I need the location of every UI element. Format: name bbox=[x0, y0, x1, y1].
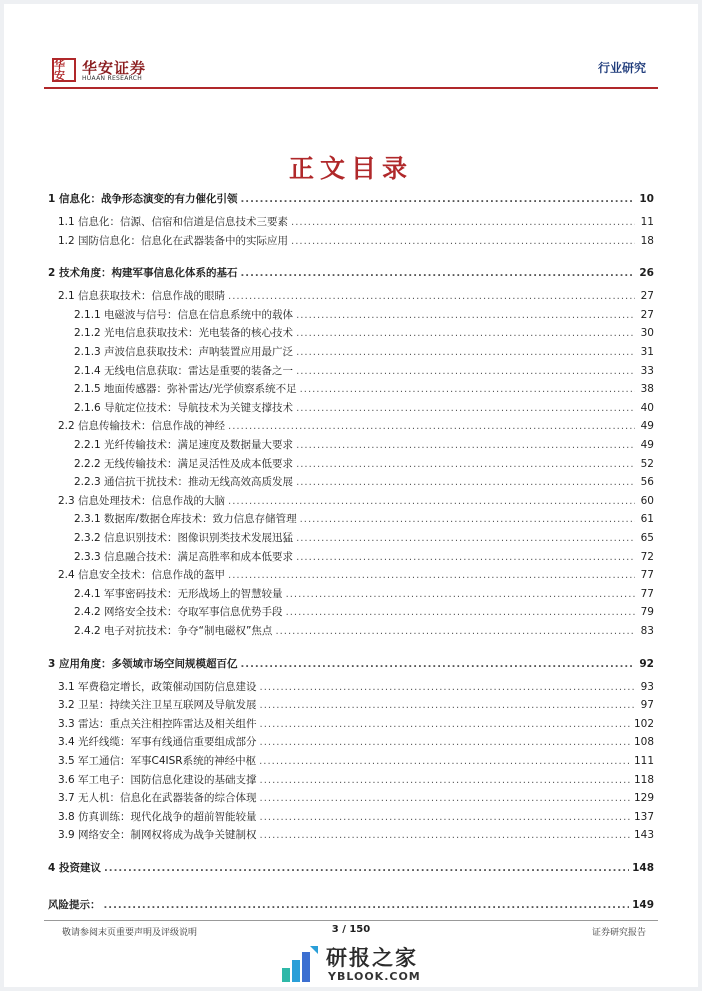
toc-entry-title: 3.8 仿真训练：现代化战争的超前智能较量 bbox=[58, 810, 257, 823]
toc-entry-title: 3.9 网络安全：制网权将成为战争关键制权 bbox=[58, 829, 257, 842]
toc-entry-page: 118 bbox=[633, 773, 654, 786]
toc-dot-leader bbox=[291, 217, 635, 228]
toc-entry[interactable] bbox=[48, 734, 654, 752]
toc-dot-leader bbox=[260, 830, 631, 841]
toc-entry-title: 2 技术角度：构建军事信息化体系的基石 bbox=[48, 267, 238, 280]
toc-entry-page: 38 bbox=[640, 383, 654, 396]
toc-entry[interactable] bbox=[48, 493, 654, 511]
toc-dot-leader bbox=[260, 700, 635, 711]
toc-dot-leader bbox=[228, 570, 635, 581]
toc-entry-title: 2.3 信息处理技术：信息作战的大脑 bbox=[58, 494, 226, 507]
toc-entry-title: 2.4.2 电子对抗技术：争夺“制电磁权”焦点 bbox=[74, 625, 273, 637]
toc-entry-page: 49 bbox=[640, 420, 654, 433]
toc-entry-title: 2.3.1 数据库/数据仓库技术：致力信息存储管理 bbox=[74, 513, 297, 526]
toc-entry[interactable] bbox=[48, 530, 654, 548]
toc-dot-leader bbox=[300, 384, 635, 395]
toc-dot-leader bbox=[296, 459, 635, 470]
toc-dot-leader bbox=[104, 863, 629, 874]
toc-dot-leader bbox=[296, 477, 635, 488]
page-number: 3 / 150 bbox=[331, 924, 371, 935]
toc-dot-leader bbox=[228, 496, 635, 507]
toc-entry-title: 3.7 无人机：信息化在武器装备的综合体现 bbox=[58, 792, 257, 805]
toc-entry-page: 111 bbox=[633, 755, 654, 767]
toc-dot-leader bbox=[259, 756, 631, 767]
toc-dot-leader bbox=[296, 347, 635, 358]
toc-entry-page: 93 bbox=[640, 680, 654, 693]
toc-entry[interactable] bbox=[48, 400, 654, 418]
toc-entry-title: 2.4.1 军事密码技术：无形战场上的智慧较量 bbox=[74, 587, 283, 600]
toc-entry-page: 148 bbox=[632, 862, 654, 874]
toc-dot-leader bbox=[260, 812, 631, 823]
toc-entry-title: 1.1 信息化：信源、信宿和信道是信息技术三要素 bbox=[58, 216, 289, 228]
toc-dot-leader bbox=[260, 775, 631, 786]
toc-entry-page: 18 bbox=[640, 234, 654, 247]
toc-entry-page: 143 bbox=[633, 829, 654, 842]
toc-entry-title: 2.1.4 无线电信息获取：雷达是重要的装备之一 bbox=[74, 364, 294, 377]
toc-dot-leader bbox=[240, 659, 635, 670]
toc-dot-leader bbox=[240, 194, 635, 205]
toc-entry-title: 2.1.2 光电信息获取技术：光电装备的核心技术 bbox=[74, 327, 294, 340]
toc-entry-title: 2.1.1 电磁波与信号：信息在信息系统中的载体 bbox=[74, 308, 294, 321]
toc-entry-title: 2.2.1 光纤传输技术：满足速度及数据量大要求 bbox=[74, 439, 294, 451]
toc-entry-title: 1 信息化：战争形态演变的有力催化引领 bbox=[48, 193, 238, 205]
toc-entry-page: 129 bbox=[633, 792, 654, 805]
toc-dot-leader bbox=[296, 328, 635, 339]
toc-entry[interactable] bbox=[48, 753, 654, 771]
document-page bbox=[4, 4, 698, 987]
toc-entry-title: 2.3.3 信息融合技术：满足高胜率和成本低要求 bbox=[74, 550, 294, 563]
footer-disclaimer: 敬请参阅末页重要声明及评级说明 bbox=[62, 928, 198, 938]
toc-entry-title: 3.4 光纤线缆：军事有线通信重要组成部分 bbox=[58, 736, 257, 749]
toc-entry-title: 2.1 信息获取技术：信息作战的眼睛 bbox=[58, 290, 226, 303]
logo-mark: 华安 bbox=[52, 58, 76, 82]
toc-dot-leader bbox=[260, 682, 635, 693]
toc-entry-title: 2.4.2 网络安全技术：夺取军事信息优势手段 bbox=[74, 606, 283, 619]
toc-entry-page: 52 bbox=[640, 457, 654, 470]
toc-entry[interactable] bbox=[48, 772, 654, 790]
toc-entry[interactable] bbox=[48, 437, 654, 455]
toc-entry-title: 3 应用角度：多领域市场空间规模超百亿 bbox=[48, 657, 238, 670]
toc-entry-page: 49 bbox=[640, 439, 654, 451]
toc-entry-page: 137 bbox=[633, 810, 654, 823]
toc-dot-leader bbox=[260, 719, 631, 730]
watermark-text: 研报之家 bbox=[326, 946, 418, 970]
toc-entry-page: 26 bbox=[639, 267, 654, 280]
toc-entry-page: 108 bbox=[633, 736, 654, 749]
toc-entry-title: 3.1 军费稳定增长，政策催动国防信息建设 bbox=[58, 680, 257, 693]
toc-entry[interactable] bbox=[48, 344, 654, 362]
toc-dot-leader bbox=[296, 440, 635, 451]
toc-entry[interactable] bbox=[48, 418, 654, 436]
toc-dot-leader bbox=[228, 421, 635, 432]
toc-entry[interactable] bbox=[48, 363, 654, 381]
logo-name: 华安证券 bbox=[82, 59, 147, 77]
toc-entry-page: 77 bbox=[640, 569, 654, 582]
toc-entry[interactable] bbox=[48, 265, 654, 283]
toc-entry-page: 33 bbox=[640, 364, 654, 377]
toc-dot-leader bbox=[260, 793, 631, 804]
toc-entry-page: 10 bbox=[639, 193, 654, 205]
toc-entry-page: 102 bbox=[633, 717, 654, 730]
watermark-logo-icon bbox=[280, 944, 320, 984]
toc-entry-title: 2.1.6 导航定位技术：导航技术为关键支撑技术 bbox=[74, 401, 294, 414]
toc-entry[interactable] bbox=[48, 549, 654, 567]
toc-entry-title: 2.2 信息传输技术：信息作战的神经 bbox=[58, 420, 226, 433]
toc-entry[interactable] bbox=[48, 679, 654, 697]
toc-dot-leader bbox=[260, 737, 631, 748]
toc-dot-leader bbox=[296, 403, 635, 414]
toc-dot-leader bbox=[286, 607, 635, 618]
toc-entry[interactable] bbox=[48, 288, 654, 306]
toc-entry-title: 3.6 军工电子：国防信息化建设的基础支撑 bbox=[58, 773, 257, 786]
toc-entry[interactable] bbox=[48, 456, 654, 474]
toc-entry[interactable] bbox=[48, 474, 654, 492]
toc-entry-page: 79 bbox=[640, 606, 654, 619]
toc-entry[interactable] bbox=[48, 656, 654, 674]
footer-divider bbox=[44, 920, 658, 921]
toc-entry-title: 3.5 军工通信：军事C4ISR系统的神经中枢 bbox=[58, 755, 257, 767]
toc-entry[interactable] bbox=[48, 604, 654, 622]
page-title: 正文目录 bbox=[288, 154, 413, 183]
toc-entry[interactable] bbox=[48, 716, 654, 734]
watermark-url: YBLOOK.COM bbox=[328, 970, 421, 983]
toc-entry[interactable] bbox=[48, 697, 654, 715]
toc-dot-leader bbox=[296, 533, 635, 544]
toc-entry-title: 2.2.3 通信抗干扰技术：推动无线高效高质发展 bbox=[74, 476, 294, 489]
toc-entry[interactable] bbox=[48, 623, 654, 641]
toc-entry-title: 2.1.5 地面传感器：弥补雷达/光学侦察系统不足 bbox=[74, 383, 297, 396]
toc-entry[interactable] bbox=[48, 381, 654, 399]
toc-dot-leader bbox=[228, 291, 635, 302]
toc-entry-page: 77 bbox=[640, 587, 654, 600]
toc-entry-page: 83 bbox=[640, 625, 654, 637]
toc-entry[interactable] bbox=[48, 790, 654, 808]
toc-entry-page: 149 bbox=[632, 899, 654, 911]
toc-entry-page: 27 bbox=[640, 290, 654, 303]
toc-entry-page: 61 bbox=[640, 513, 654, 526]
toc-entry[interactable] bbox=[48, 809, 654, 827]
toc-dot-leader bbox=[104, 900, 630, 911]
toc-entry-page: 97 bbox=[640, 699, 654, 712]
toc-entry[interactable] bbox=[48, 307, 654, 325]
toc-dot-leader bbox=[275, 626, 635, 637]
toc-entry-page: 72 bbox=[640, 550, 654, 563]
toc-entry[interactable] bbox=[48, 214, 654, 232]
toc-entry-page: 60 bbox=[640, 494, 654, 507]
toc-entry[interactable] bbox=[48, 586, 654, 604]
toc-entry[interactable] bbox=[48, 827, 654, 845]
toc-entry-page: 92 bbox=[639, 657, 654, 670]
toc-entry-title: 2.1.3 声波信息获取技术：声呐装置应用最广泛 bbox=[74, 346, 294, 358]
toc-dot-leader bbox=[240, 268, 635, 279]
logo-english: HUAAN RESEARCH bbox=[82, 75, 143, 82]
toc-entry-title: 2.4 信息安全技术：信息作战的盔甲 bbox=[58, 569, 226, 582]
toc-entry-title: 3.2 卫星：持续关注卫星互联网及导航发展 bbox=[58, 699, 257, 712]
footer-report-type: 证券研究报告 bbox=[591, 928, 646, 938]
toc-entry-page: 65 bbox=[640, 532, 654, 544]
toc-dot-leader bbox=[296, 310, 635, 321]
toc-dot-leader bbox=[291, 236, 635, 247]
toc-entry-title: 1.2 国防信息化：信息化在武器装备中的实际应用 bbox=[58, 234, 289, 247]
toc-entry-title: 2.2.2 无线传输技术：满足灵活性及成本低要求 bbox=[74, 457, 294, 470]
toc-entry[interactable] bbox=[48, 191, 654, 209]
toc-dot-leader bbox=[286, 589, 635, 600]
toc-dot-leader bbox=[296, 552, 635, 563]
toc-entry-page: 27 bbox=[640, 308, 654, 321]
toc-entry-page: 31 bbox=[640, 346, 654, 358]
toc-entry[interactable] bbox=[48, 325, 654, 343]
toc-entry-title: 4 投资建议 bbox=[48, 862, 101, 874]
report-category: 行业研究 bbox=[597, 61, 646, 75]
toc-entry[interactable] bbox=[48, 897, 654, 915]
toc-entry-title: 风险提示： bbox=[48, 899, 101, 911]
toc-entry-title: 2.3.2 信息识别技术：图像识别类技术发展迅猛 bbox=[74, 532, 294, 544]
toc-dot-leader bbox=[296, 366, 635, 377]
toc-dot-leader bbox=[300, 514, 635, 525]
toc-entry-page: 56 bbox=[640, 476, 654, 489]
toc-entry[interactable] bbox=[48, 860, 654, 878]
toc-entry[interactable] bbox=[48, 511, 654, 529]
toc-entry-page: 11 bbox=[640, 216, 654, 228]
toc-entry-page: 30 bbox=[640, 327, 654, 340]
toc-entry-title: 3.3 雷达：重点关注相控阵雷达及相关组件 bbox=[58, 717, 257, 730]
toc-entry-page: 40 bbox=[640, 401, 654, 414]
header-divider bbox=[44, 87, 658, 89]
toc-entry[interactable] bbox=[48, 567, 654, 585]
toc-entry[interactable] bbox=[48, 233, 654, 251]
